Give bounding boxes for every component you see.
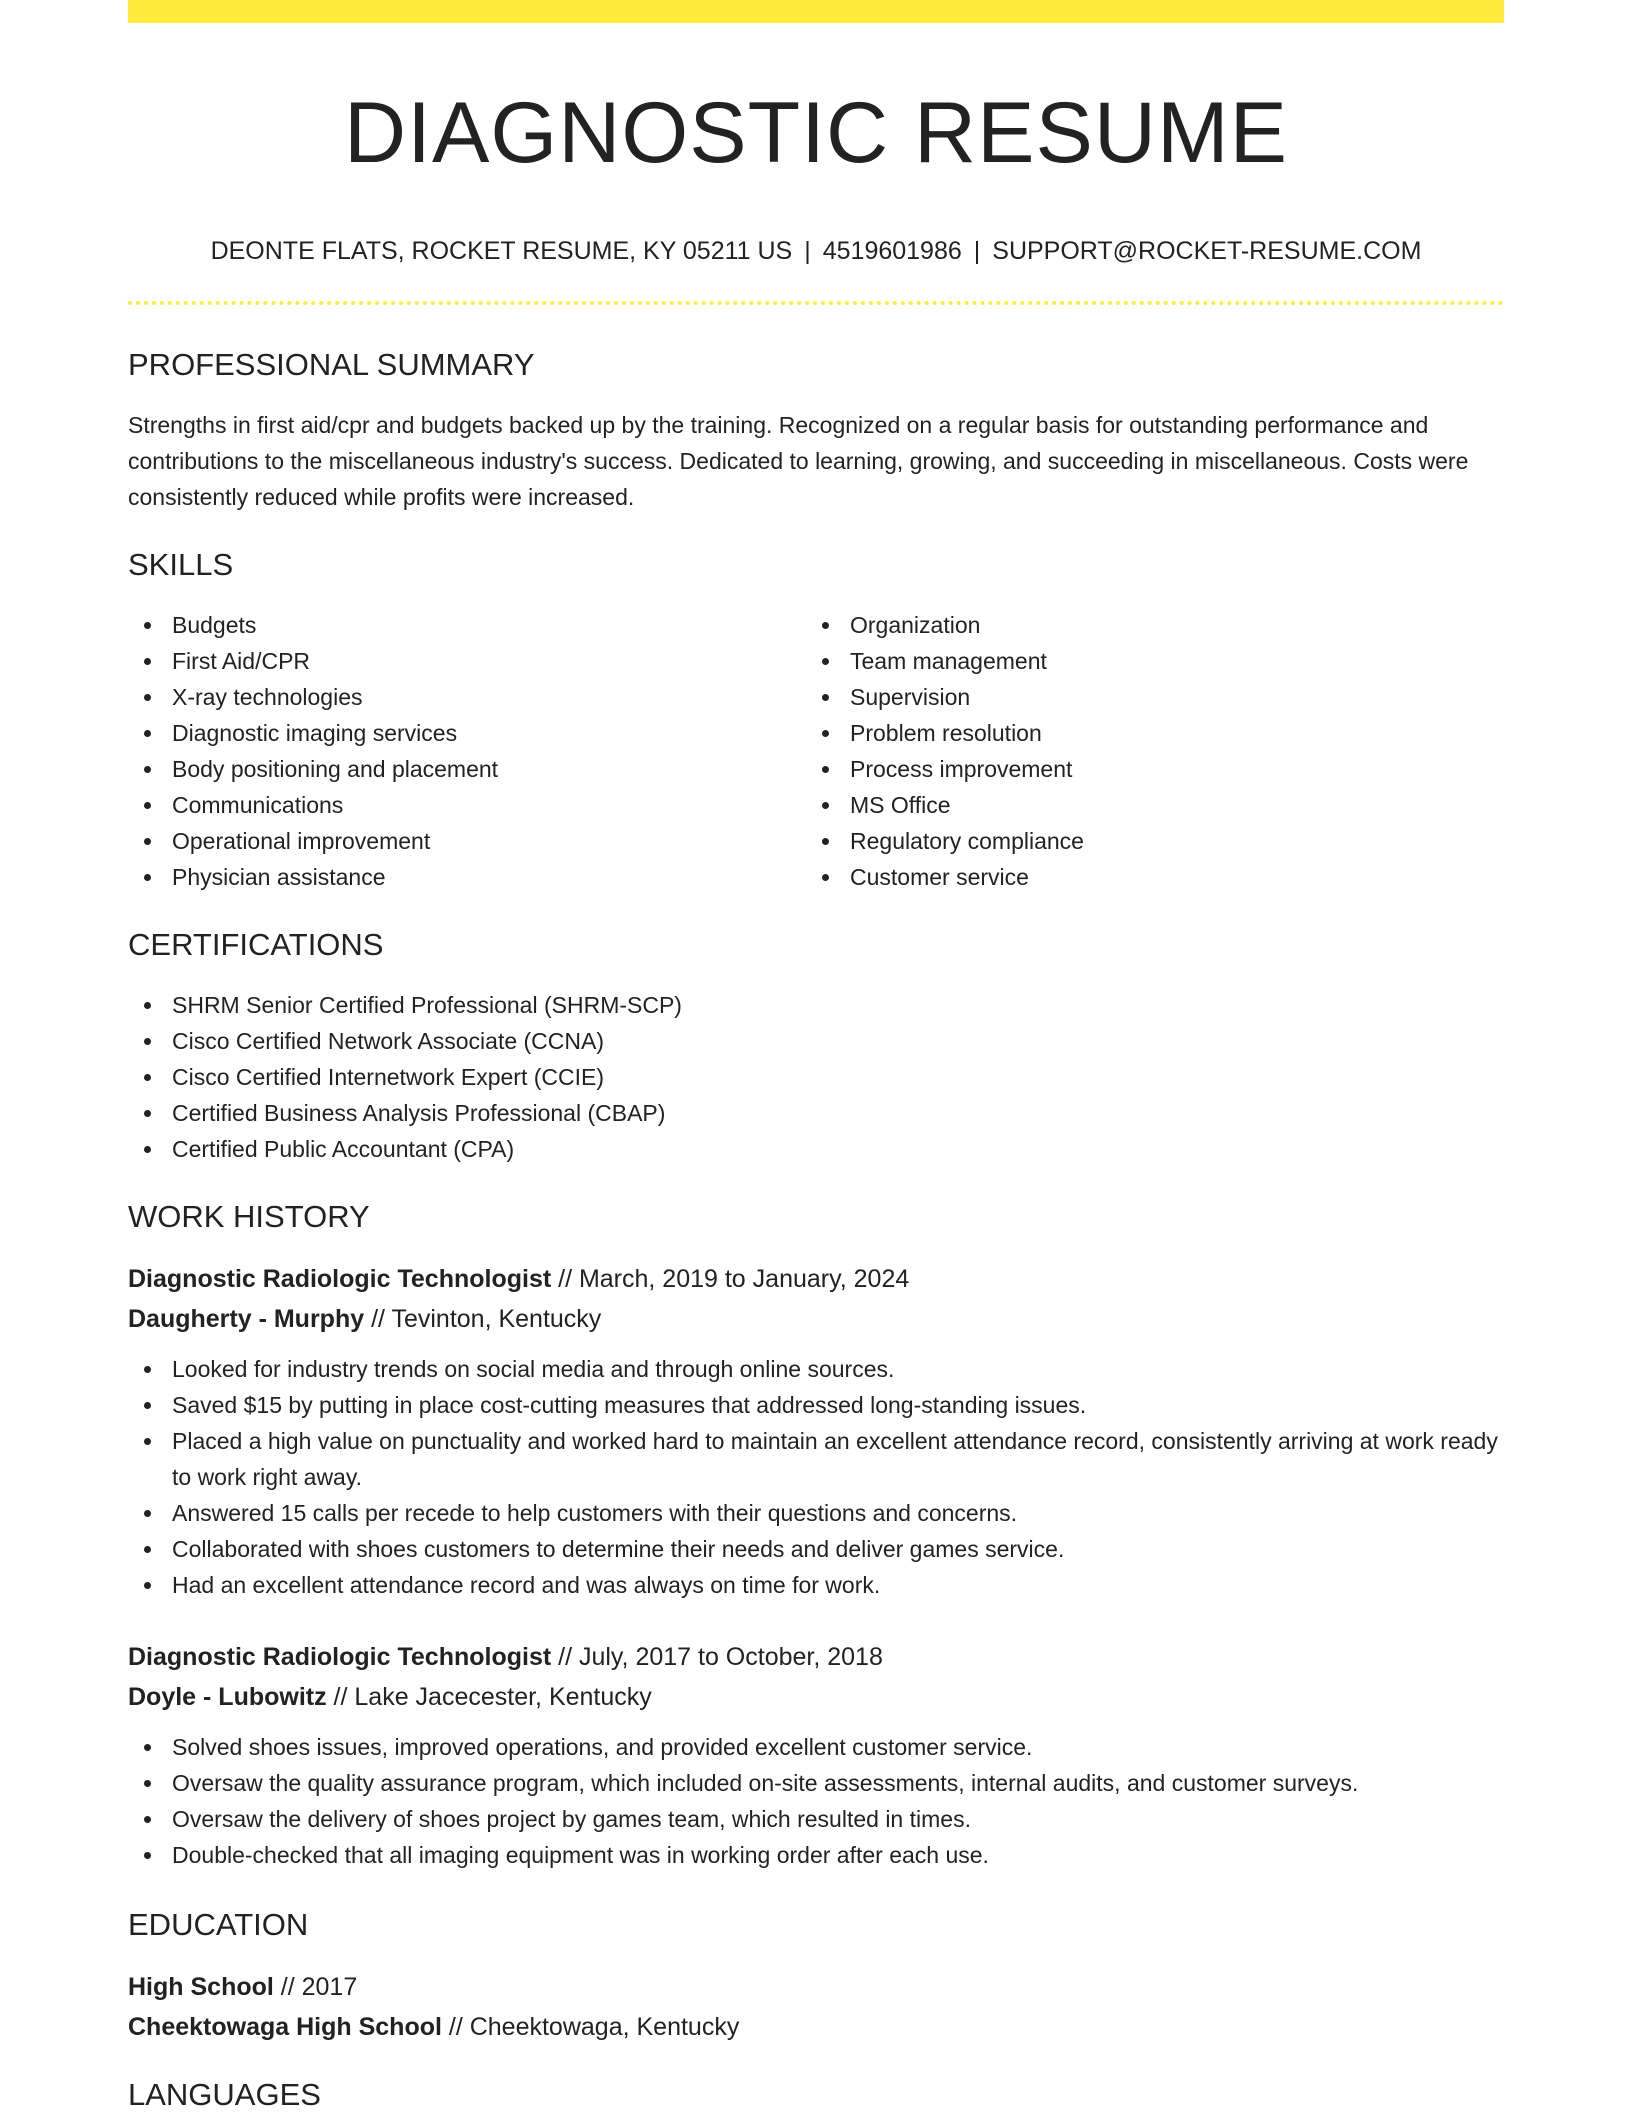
skill-item: Organization: [806, 607, 1484, 643]
dotted-divider: [128, 301, 1504, 305]
education-school: Cheektowaga High School: [128, 2013, 442, 2041]
accent-bar: [128, 0, 1504, 23]
job-company-line: [128, 1299, 1504, 1339]
job-title-line: [128, 1637, 1504, 1677]
job-company-line: [128, 1677, 1504, 1717]
certifications-list: [128, 987, 1504, 1167]
skill-item: Supervision: [806, 679, 1484, 715]
resume-page: [128, 0, 1504, 2112]
certification-item: Certified Public Accountant (CPA): [128, 1131, 1504, 1167]
skill-item: Process improvement: [806, 751, 1484, 787]
job-bullet: Had an excellent attendance record and was always on time for work.: [128, 1567, 1504, 1603]
certification-item: Certified Business Analysis Professional (CBAP): [128, 1095, 1504, 1131]
certification-item: Cisco Certified Network Associate (CCNA): [128, 1023, 1504, 1059]
job-role: Diagnostic Radiologic Technologist: [128, 1265, 552, 1293]
skills-grid: [128, 607, 1504, 895]
summary-text: Strengths in first aid/cpr and budgets backed up by the training. Recognized on a regular basis for outstanding performance and contributions to the miscellaneous industry's success. Dedicated to learning, growing, and succeeding in miscellaneous. Costs were consistently reduced while profits were increased.: [128, 412, 1469, 510]
education-degree: High School: [128, 1973, 274, 2001]
skill-item: Budgets: [128, 607, 806, 643]
contact-line: [128, 235, 1504, 267]
skill-item: MS Office: [806, 787, 1484, 823]
job-title-line: [128, 1259, 1504, 1299]
job-bullet: Double-checked that all imaging equipment was in working order after each use.: [128, 1837, 1504, 1873]
education-heading: EDUCATION: [128, 1907, 309, 1942]
skill-item: Problem resolution: [806, 715, 1484, 751]
skill-item: Regulatory compliance: [806, 823, 1484, 859]
contact-email: SUPPORT@ROCKET-RESUME.COM: [992, 237, 1422, 265]
certification-item: Cisco Certified Internetwork Expert (CCIE): [128, 1059, 1504, 1095]
skills-left-list: [128, 607, 806, 895]
certification-item: SHRM Senior Certified Professional (SHRM-SCP): [128, 987, 1504, 1023]
job-dates: // March, 2019 to January, 2024: [551, 1265, 910, 1293]
contact-separator: |: [973, 237, 981, 265]
summary-heading: PROFESSIONAL SUMMARY: [128, 347, 535, 382]
job-dates: // July, 2017 to October, 2018: [551, 1643, 883, 1671]
job-bullet: Solved shoes issues, improved operations, and provided excellent customer service.: [128, 1729, 1504, 1765]
job-bullet: Oversaw the delivery of shoes project by games team, which resulted in times.: [128, 1801, 1504, 1837]
contact-phone: 4519601986: [822, 237, 962, 265]
certifications-heading: CERTIFICATIONS: [128, 927, 384, 962]
job-bullet: Collaborated with shoes customers to determine their needs and deliver games service.: [128, 1531, 1504, 1567]
job-company: Doyle - Lubowitz: [128, 1683, 327, 1711]
languages-heading: LANGUAGES: [128, 2077, 321, 2112]
skill-item: First Aid/CPR: [128, 643, 806, 679]
skill-item: X-ray technologies: [128, 679, 806, 715]
skill-item: Operational improvement: [128, 823, 806, 859]
skill-item: Physician assistance: [128, 859, 806, 895]
education-year: // 2017: [273, 1973, 358, 2001]
skill-item: Customer service: [806, 859, 1484, 895]
job-bullet: Saved $15 by putting in place cost-cutting measures that addressed long-standing issues.: [128, 1387, 1504, 1423]
skill-item: Team management: [806, 643, 1484, 679]
skills-heading: SKILLS: [128, 547, 234, 582]
job-bullets: [128, 1729, 1504, 1873]
skill-item: Diagnostic imaging services: [128, 715, 806, 751]
skills-right-list: [806, 607, 1484, 895]
contact-separator: |: [804, 237, 811, 265]
work-history-heading: WORK HISTORY: [128, 1199, 370, 1234]
skill-item: Body positioning and placement: [128, 751, 806, 787]
contact-address: DEONTE FLATS, ROCKET RESUME, KY 05211 US: [210, 237, 793, 265]
job-bullet: Oversaw the quality assurance program, which included on-site assessments, internal audits, and customer surveys.: [128, 1765, 1504, 1801]
job-bullet: Answered 15 calls per recede to help customers with their questions and concerns.: [128, 1495, 1504, 1531]
education-location: // Cheektowaga, Kentucky: [441, 2013, 740, 2041]
job-bullet: Looked for industry trends on social media and through online sources.: [128, 1351, 1504, 1387]
skill-item: Communications: [128, 787, 806, 823]
job-role: Diagnostic Radiologic Technologist: [128, 1643, 552, 1671]
education-school-line: [128, 2007, 1504, 2047]
job-location: // Lake Jacecester, Kentucky: [326, 1683, 652, 1711]
job-bullets: [128, 1351, 1504, 1603]
resume-name: DIAGNOSTIC RESUME: [344, 85, 1288, 181]
education-degree-line: [128, 1967, 1504, 2007]
job-company: Daugherty - Murphy: [128, 1305, 365, 1333]
job-bullet: Placed a high value on punctuality and worked hard to maintain an excellent attendance record, consistently arriving at work ready to work right away.: [128, 1423, 1504, 1495]
job-location: // Tevinton, Kentucky: [364, 1305, 602, 1333]
